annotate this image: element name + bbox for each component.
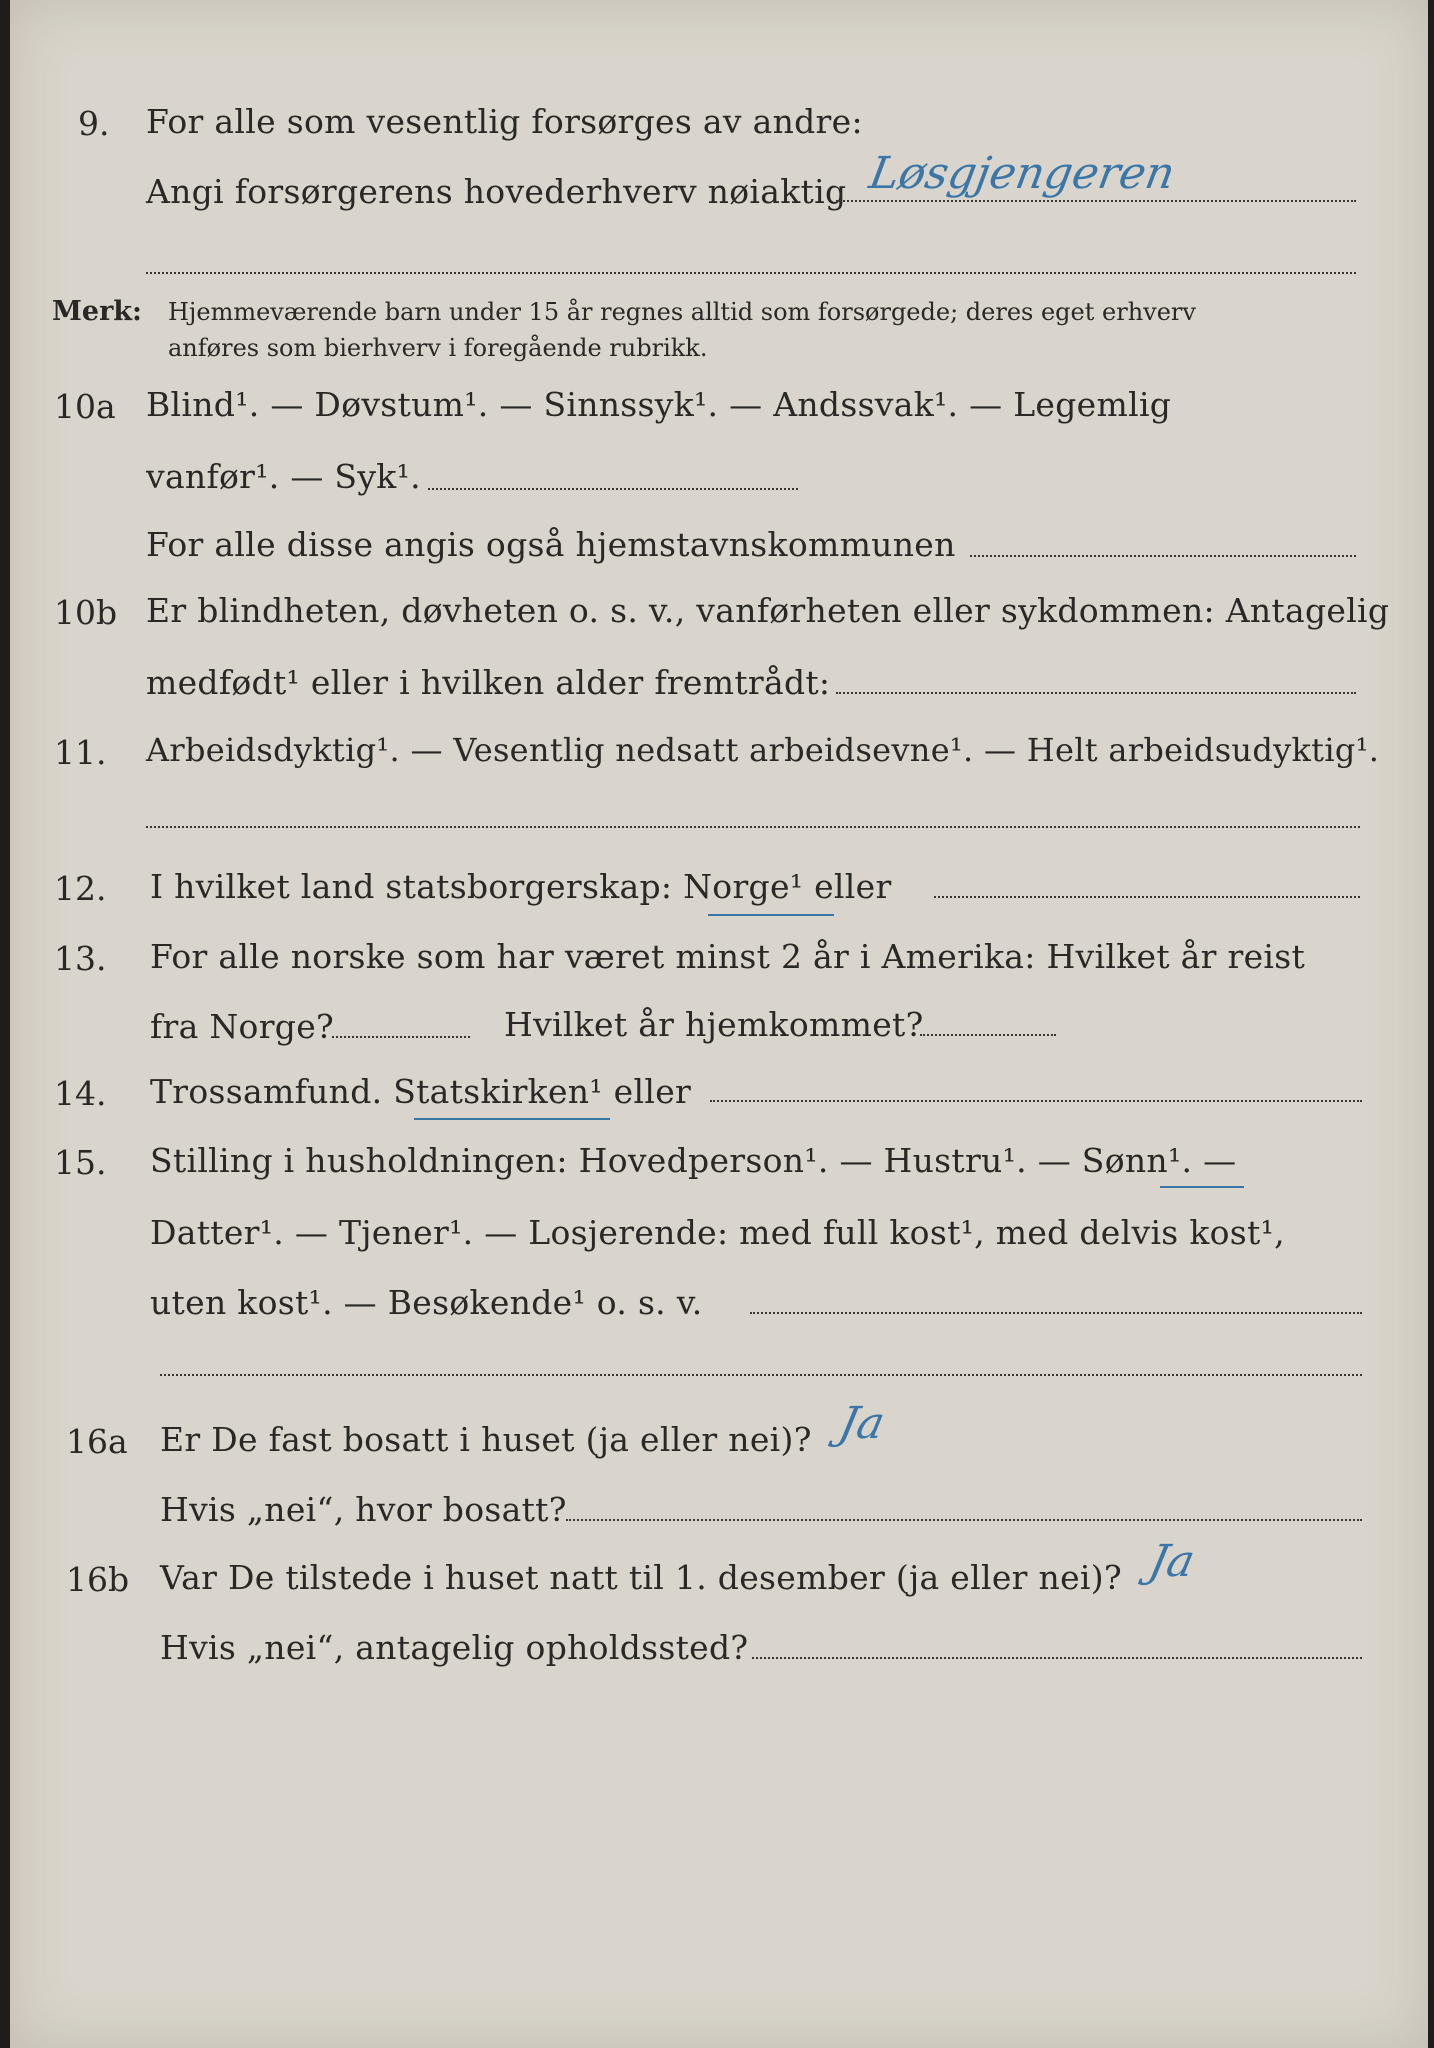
question-13-return-line <box>920 1034 1056 1036</box>
note-line-1: Hjemmeværende barn under 15 år regnes alltid som forsørgede; deres eget erhverv <box>168 298 1196 326</box>
question-10a-line-3: For alle disse angis også hjemstavnskommunen <box>146 525 956 564</box>
question-13-number: 13. <box>54 939 107 978</box>
question-10a-hometown-line <box>970 555 1356 557</box>
question-10b-line-2: medfødt¹ eller i hvilken alder fremtrådt: <box>146 663 831 702</box>
question-10a-number: 10a <box>54 387 116 426</box>
question-15-line-3: uten kost¹. — Besøkende¹ o. s. v. <box>150 1283 703 1322</box>
question-13-line-1: For alle norske som har været minst 2 år i Amerika: Hvilket år reist <box>150 937 1306 976</box>
question-9-number: 9. <box>78 104 110 143</box>
note-label: Merk: <box>52 296 142 327</box>
question-16b-handwritten-answer: Ja <box>1144 1536 1200 1587</box>
question-16a-number: 16a <box>66 1422 128 1461</box>
question-11-answer-line <box>146 826 1360 828</box>
question-11-number: 11. <box>54 733 107 772</box>
question-12-number: 12. <box>54 869 107 908</box>
question-13-departure-line <box>332 1036 470 1038</box>
question-12-norge-underline <box>708 914 834 916</box>
question-14-text: Trossamfund. Statskirken¹ eller <box>150 1072 692 1111</box>
question-9-handwritten-answer: Løsgjengeren <box>865 148 1179 199</box>
question-15-answer-line <box>750 1312 1362 1314</box>
question-12-answer-line <box>934 896 1360 898</box>
question-15-line-2: Datter¹. — Tjener¹. — Losjerende: med full kost¹, med delvis kost¹, <box>150 1213 1285 1252</box>
question-12-text: I hvilket land statsborgerskap: Norge¹ eller <box>150 867 892 906</box>
question-10a-answer-line <box>428 488 798 490</box>
question-14-statskirken-underline <box>414 1118 610 1120</box>
question-16b-line-2: Hvis „nei“, antagelig opholdssted? <box>160 1628 749 1667</box>
question-16a-answer-line <box>566 1519 1362 1521</box>
question-16a-line-1: Er De fast bosatt i huset (ja eller nei)? <box>160 1420 812 1459</box>
question-9-answer-line <box>836 200 1356 202</box>
question-14-answer-line <box>710 1100 1362 1102</box>
question-10a-line-1: Blind¹. — Døvstum¹. — Sinnssyk¹. — Andssvak¹. — Legemlig <box>146 385 1172 424</box>
question-16b-number: 16b <box>66 1560 130 1599</box>
question-16a-line-2: Hvis „nei“, hvor bosatt? <box>160 1490 567 1529</box>
question-15-line-1: Stilling i husholdningen: Hovedperson¹. — Hustru¹. — Sønn¹. — <box>150 1141 1237 1180</box>
question-9-text: For alle som vesentlig forsørges av andre: <box>146 102 863 141</box>
question-11-text: Arbeidsdyktig¹. — Vesentlig nedsatt arbeidsevne¹. — Helt arbeidsudyktig¹. <box>146 731 1380 769</box>
census-form-page <box>10 0 1428 2048</box>
question-16b-answer-line <box>752 1657 1362 1659</box>
question-10b-number: 10b <box>54 593 118 632</box>
question-15-number: 15. <box>54 1143 107 1182</box>
note-line-2: anføres som bierhverv i foregående rubrikk. <box>168 334 708 362</box>
question-10b-line-1: Er blindheten, døvheten o. s. v., vanførheten eller sykdommen: Antagelig <box>146 591 1390 630</box>
question-9-extra-line <box>146 272 1356 274</box>
question-9-subtext: Angi forsørgerens hovederhverv nøiaktig <box>146 172 847 211</box>
question-15-extra-line <box>160 1374 1362 1376</box>
question-16b-line-1: Var De tilstede i huset natt til 1. desember (ja eller nei)? <box>160 1558 1122 1597</box>
question-14-number: 14. <box>54 1074 107 1113</box>
question-16a-handwritten-answer: Ja <box>834 1398 890 1449</box>
question-13-return-label: Hvilket år hjemkommet? <box>504 1005 924 1044</box>
question-13-departure-label: fra Norge? <box>150 1007 335 1046</box>
question-10a-line-2: vanfør¹. — Syk¹. <box>146 457 421 496</box>
question-10b-answer-line <box>836 692 1356 694</box>
question-15-sonn-underline <box>1160 1186 1244 1188</box>
